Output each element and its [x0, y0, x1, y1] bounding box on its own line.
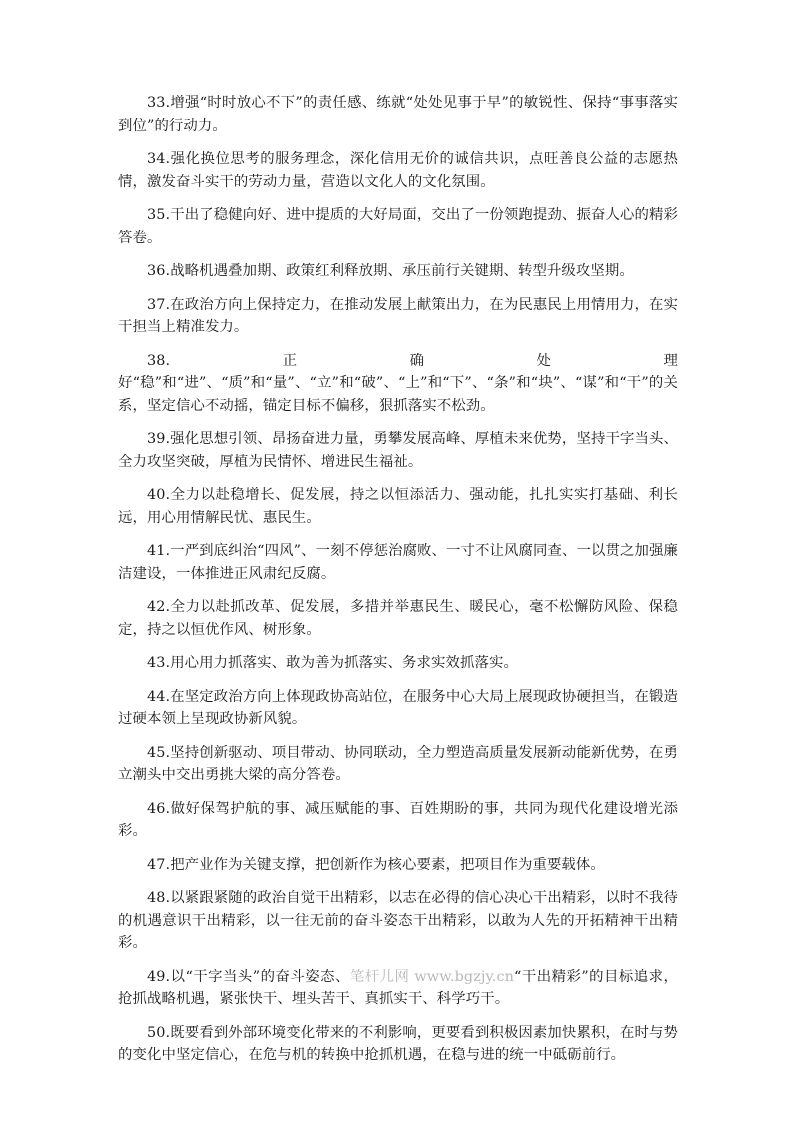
paragraph-number: 41.: [147, 543, 171, 559]
paragraph-text: 强化思想引领、昂扬奋进力量，勇攀发展高峰、厚植未来优势，坚持干字当头、全力攻坚突破，厚植为民情怀、增进民生福祉。: [118, 431, 678, 470]
paragraph-38: [118, 350, 678, 418]
paragraph-33: [118, 92, 678, 137]
paragraph-text: 强化换位思考的服务理念，深化信用无价的诚信共识，点旺善良公益的志愿热情，激发奋斗实干的劳动力量，营造以文化人的文化氛围。: [118, 151, 678, 190]
paragraph-text: 既要看到外部环境变化带来的不利影响，更要看到积极因素加快累积，在时与势的变化中坚定信心，在危与机的转换中抢抓机遇，在稳与进的统一中砥砺前行。: [118, 1024, 678, 1063]
paragraph-text: 一严到底纠治“四风”、一刻不停惩治腐败、一寸不让风腐同查、一以贯之加强廉洁建设，一体推进正风肃纪反腐。: [118, 543, 678, 582]
paragraph-number: 38.: [147, 352, 171, 369]
paragraph-36: [118, 260, 678, 283]
paragraph-44: [118, 686, 678, 731]
watermark-text: 笔杆儿网 www.bgzjy.cn: [349, 968, 514, 985]
paragraph-48: [118, 887, 678, 955]
document-body: [118, 92, 678, 1078]
paragraph-text: 增强“时时放心不下”的责任感、练就“处处见事于早”的敏锐性、保持“事事落实到位”的行动力。: [118, 95, 678, 134]
paragraph-number: 40.: [147, 487, 171, 503]
paragraph-text: 用心用力抓落实、敢为善为抓落实、务求实效抓落实。: [170, 655, 518, 671]
paragraph-35: [118, 204, 678, 249]
paragraph-number: 49.: [147, 968, 171, 985]
paragraph-text: 把产业作为关键支撑，把创新作为核心要素，把项目作为重要载体。: [170, 856, 605, 873]
paragraph-number: 36.: [147, 263, 171, 279]
paragraph-number: 44.: [147, 688, 171, 705]
paragraph-40: [118, 484, 678, 529]
paragraph-number: 50.: [147, 1024, 171, 1041]
paragraph-37: [118, 294, 678, 339]
paragraph-number: 47.: [147, 856, 171, 873]
paragraph-text-after: “干出精彩”的目标追求，抢抓战略机遇，紧张快干、埋头苦干、真抓实干、科学巧干。: [118, 968, 679, 1007]
paragraph-46: [118, 798, 678, 843]
paragraph-number: 45.: [147, 744, 171, 761]
paragraph-number: 35.: [147, 207, 171, 223]
paragraph-text: 做好保驾护航的事、减压赋能的事、百姓期盼的事，共同为现代化建设增光添彩。: [118, 800, 678, 839]
paragraph-number: 34.: [147, 151, 171, 167]
paragraph-text: 在政治方向上保持定力，在推动发展上献策出力，在为民惠民上用情用力，在实干担当上精准发力。: [118, 296, 678, 335]
paragraph-41: [118, 540, 678, 585]
paragraph-number: 46.: [147, 800, 171, 817]
paragraph-text-before: 以“干字当头”的奋斗姿态、: [170, 968, 350, 985]
paragraph-text: 坚持创新驱动、项目带动、协同联动，全力塑造高质量发展新动能新优势，在勇立潮头中交出勇挑大梁的高分答卷。: [118, 744, 678, 783]
paragraph-number: 39.: [147, 431, 171, 447]
paragraph-number: 33.: [147, 95, 171, 111]
paragraph-text: 在坚定政治方向上体现政协高站位，在服务中心大局上展现政协硬担当，在锻造过硬本领上呈现政协新风貌。: [118, 688, 678, 727]
paragraph-text: 全力以赴稳增长、促发展，持之以恒添活力、强动能，扎扎实实打基础、利长远，用心用情解民忧、惠民生。: [118, 487, 678, 526]
paragraph-text: 战略机遇叠加期、政策红利释放期、承压前行关键期、转型升级攻坚期。: [170, 263, 634, 279]
paragraph-34: [118, 148, 678, 193]
paragraph-text: 干出了稳健向好、进中提质的大好局面，交出了一份领跑提劲、振奋人心的精彩答卷。: [118, 207, 678, 246]
paragraph-47: [118, 854, 678, 877]
paragraph-43: [118, 652, 678, 675]
paragraph-text: 正确处理好“稳”和“进”、“质”和“量”、“立”和“破”、“上”和“下”、“条”和“块”、“谋”和“干”的关系，坚定信心不动摇，锚定目标不偏移，狠抓落实不松劲。: [118, 352, 678, 414]
paragraph-number: 43.: [147, 655, 171, 671]
paragraph-50: [118, 1022, 678, 1067]
paragraph-number: 42.: [147, 599, 171, 615]
paragraph-45: [118, 742, 678, 787]
paragraph-number: 48.: [147, 890, 171, 906]
paragraph-39: [118, 428, 678, 473]
paragraph-text: 以紧跟紧随的政治自觉干出精彩，以志在必得的信心决心干出精彩，以时不我待的机遇意识干出精彩，以一往无前的奋斗姿态干出精彩，以敢为人先的开拓精神干出精彩。: [118, 890, 678, 951]
paragraph-text: 全力以赴抓改革、促发展，多措并举惠民生、暖民心，毫不松懈防风险、保稳定，持之以恒优作风、树形象。: [118, 599, 678, 638]
paragraph-number: 37.: [147, 296, 171, 313]
paragraph-49: [118, 966, 678, 1011]
paragraph-42: [118, 596, 678, 641]
